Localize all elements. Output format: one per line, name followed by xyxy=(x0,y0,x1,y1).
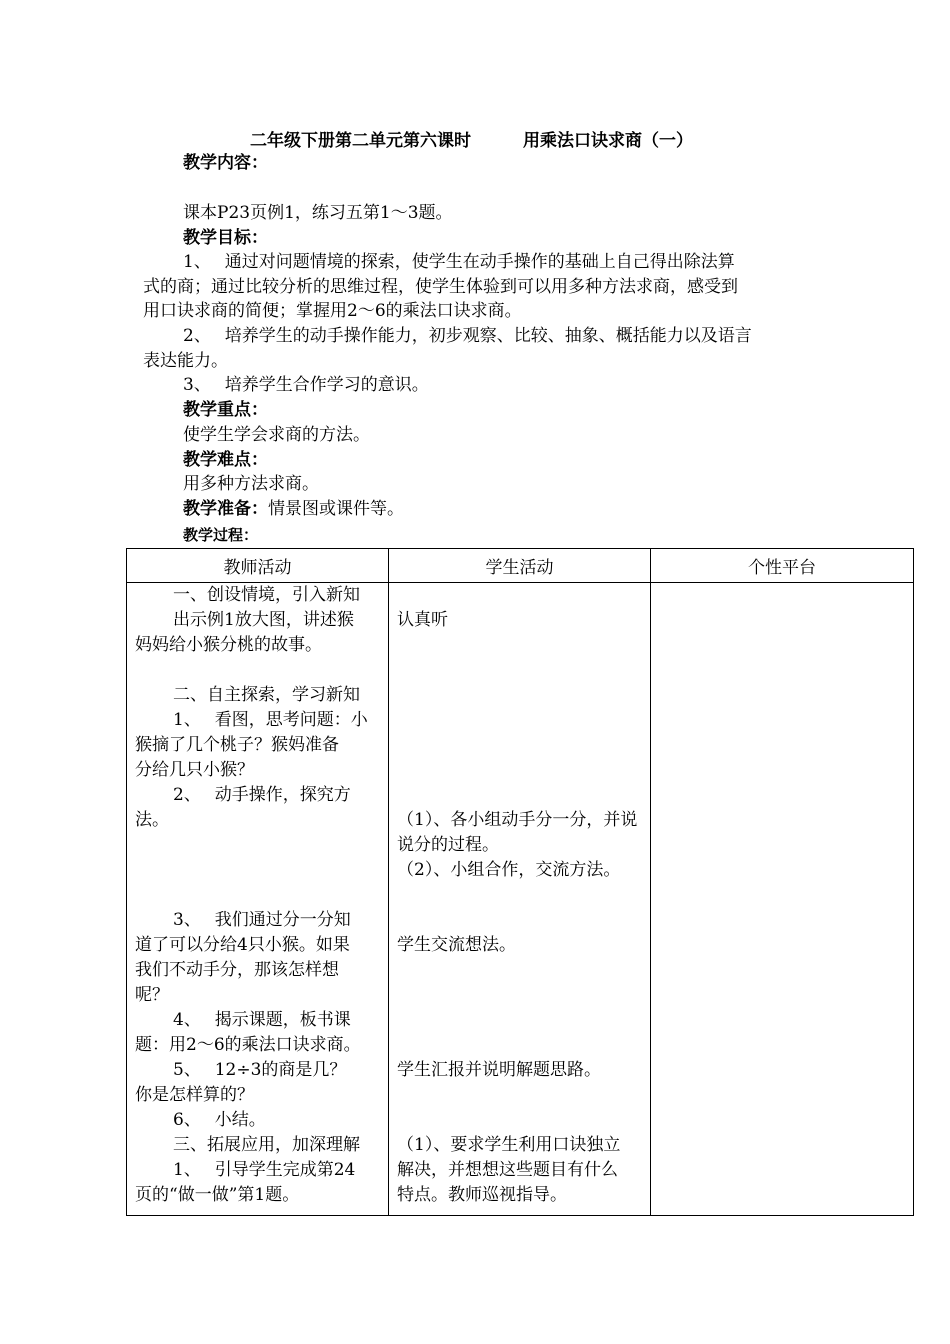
goals-heading: 教学目标： xyxy=(183,228,268,248)
teacher-line: 法。 xyxy=(135,810,169,830)
student-line: 解决，并想想这些题目有什么 xyxy=(397,1160,618,1180)
teacher-line: 三、拓展应用，加深理解 xyxy=(173,1135,360,1155)
teacher-line: 2、 动手操作，探究方 xyxy=(173,785,351,805)
content-text: 课本P23页例1，练习五第1～3题。 xyxy=(183,203,453,223)
teacher-line: 1、 看图，思考问题：小 xyxy=(173,710,368,730)
student-line: （1）、要求学生利用口诀独立 xyxy=(397,1135,621,1155)
process-table xyxy=(126,548,914,1216)
teacher-line: 分给几只小猴？ xyxy=(135,760,254,780)
teacher-line: 猴摘了几个桃子？猴妈准备 xyxy=(135,735,339,755)
student-line: 特点。教师巡视指导。 xyxy=(397,1185,567,1205)
goal-2-line-2: 表达能力。 xyxy=(143,351,228,371)
teacher-line: 4、 揭示课题，板书课 xyxy=(173,1010,351,1030)
prep-line xyxy=(183,497,404,521)
teacher-line: 出示例1放大图，讲述猴 xyxy=(173,610,354,630)
teacher-line: 我们不动手分，那该怎样想 xyxy=(135,960,339,980)
title-part2: 用乘法口诀求商（一） xyxy=(523,131,693,151)
student-line: 说分的过程。 xyxy=(397,835,499,855)
student-line: （2）、小组合作，交流方法。 xyxy=(397,860,621,880)
goal-2-line-1: 2、 培养学生的动手操作能力，初步观察、比较、抽象、概括能力以及语言 xyxy=(183,326,752,346)
table-header-row xyxy=(127,549,914,583)
header-teacher: 教师活动 xyxy=(127,549,389,583)
key-text: 使学生学会求商的方法。 xyxy=(183,425,370,445)
difficulty-text: 用多种方法求商。 xyxy=(183,474,319,494)
student-line: 学生交流想法。 xyxy=(397,935,516,955)
teacher-line: 你是怎样算的？ xyxy=(135,1085,254,1105)
teacher-line: 呢？ xyxy=(135,985,169,1005)
teacher-line: 1、 引导学生完成第24 xyxy=(173,1160,356,1180)
difficulty-heading: 教学难点： xyxy=(183,450,268,470)
teacher-line: 题：用2～6的乘法口诀求商。 xyxy=(135,1035,361,1055)
goal-1-line-1: 1、 通过对问题情境的探索，使学生在动手操作的基础上自己得出除法算 xyxy=(183,252,735,272)
student-line: 学生汇报并说明解题思路。 xyxy=(397,1060,601,1080)
prep-heading: 教学准备： xyxy=(183,499,268,519)
goal-1-line-2: 式的商；通过比较分析的思维过程，使学生体验到可以用多种方法求商，感受到 xyxy=(143,277,738,297)
header-platform: 个性平台 xyxy=(651,549,914,583)
teacher-line: 道了可以分给4只小猴。如果 xyxy=(135,935,350,955)
goal-3-line-1: 3、 培养学生合作学习的意识。 xyxy=(183,375,429,395)
platform-cell xyxy=(651,583,914,1216)
goal-1-line-3: 用口诀求商的简便；掌握用2～6的乘法口诀求商。 xyxy=(143,301,522,321)
content-heading: 教学内容： xyxy=(183,153,268,173)
teacher-line: 一、创设情境，引入新知 xyxy=(173,585,360,605)
header-student: 学生活动 xyxy=(389,549,651,583)
process-heading: 教学过程： xyxy=(183,526,259,544)
teacher-line: 妈妈给小猴分桃的故事。 xyxy=(135,635,322,655)
student-cell xyxy=(389,583,651,1216)
teacher-line: 6、 小结。 xyxy=(173,1110,266,1130)
teacher-line: 二、自主探索，学习新知 xyxy=(173,685,360,705)
page-title xyxy=(250,126,693,151)
teacher-line: 3、 我们通过分一分知 xyxy=(173,910,351,930)
title-part1: 二年级下册第二单元第六课时 xyxy=(250,131,471,151)
prep-text: 情景图或课件等。 xyxy=(268,499,404,519)
teacher-line: 页的“做一做”第1题。 xyxy=(135,1185,300,1205)
table-body-row xyxy=(127,583,914,1216)
student-line: 认真听 xyxy=(397,610,448,630)
teacher-cell xyxy=(127,583,389,1216)
key-heading: 教学重点： xyxy=(183,400,268,420)
student-line: （1）、各小组动手分一分，并说 xyxy=(397,810,638,830)
teacher-line: 5、 12÷3的商是几？ xyxy=(173,1060,347,1080)
